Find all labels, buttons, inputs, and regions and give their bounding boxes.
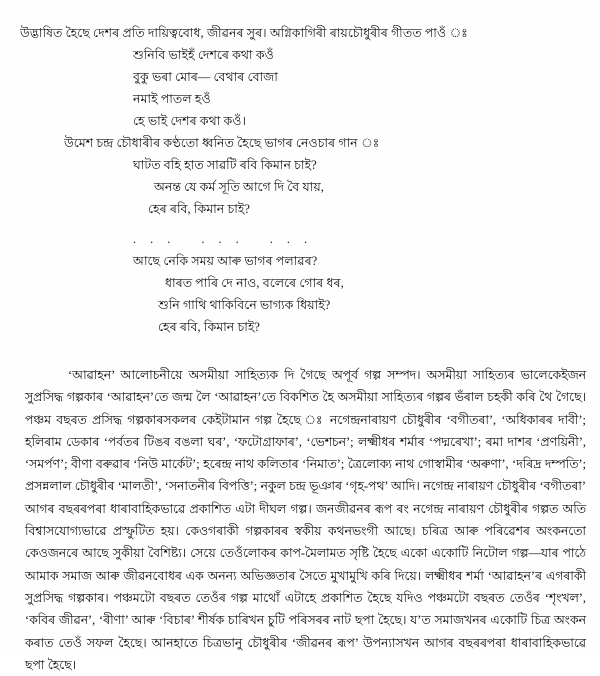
- ellipsis-line: ... ... ...: [133, 232, 322, 246]
- verse-block-three: [0, 250, 600, 338]
- verse-three-line-4: হেৰ ৰবি, কিমান চাই?: [158, 320, 261, 334]
- verse-two-line-3: হেৰ ৰবি, কিমান চাই?: [148, 202, 251, 216]
- verse-three-line-3: শুনি গাথি থাকিবিনে ভাগ্যক ধিয়াই?: [158, 298, 331, 312]
- verse-one-line-1: শুনিবি ভাইহঁ দেশৰে কথা কওঁ: [133, 48, 274, 62]
- verse-gap: [0, 220, 600, 228]
- section-gap: [0, 338, 600, 364]
- verse-one-line-2: বুকু ভৰা মোৰ— বেথাৰ বোজা: [133, 70, 278, 84]
- prose-paragraph: ‘আৱাহন’ আলোচনীয়ে অসমীয়া সাহিত্যক দি গৈছে অপূৰ্ব গল্প সম্পদ। অসমীয়া সাহিত্যৰ ভালেকেইজন সুপ্ৰসিদ্ধ গল্পকাৰ ‘আৱাহন’তে জন্ম লৈ ‘আৱাহন’তে বিকশিত হৈ অসমীয়া সাহিত্যৰ গল্পৰ ভঁৰাল চহকী কৰি থৈ গৈছে। পঞ্চম বছৰত প্ৰসিদ্ধ গল্পকাৰসকলৰ কেইটামান গল্প হৈছে ঃ নগেন্দ্ৰনাৰায়ণ চৌধুৰীৰ ‘বগীতৰা’, ‘অধিকাৰৰ দাবী’; হলিৰাম ডেকাৰ ‘পৰ্বতৰ টিঙৰ বঙলা ঘৰ’, ‘ফটোগ্ৰাফাৰ’, ‘ভেশচন’; লক্ষ্মীধৰ শৰ্মাৰ ‘পদ্মৰেখা’; ৰমা দাশৰ ‘প্ৰণয়িনী’, ‘সমৰ্পণ’; বীণা বৰুৱাৰ ‘নিউ মাৰ্কেট’; হৰেন্দ্ৰ নাথ কলিতাৰ ‘নিমাত’; ত্ৰৈলোক্য নাথ গোস্বামীৰ ‘অৰুণা’, ‘দৰিদ্ৰ দম্পতি’; প্ৰসন্নলাল চৌধুৰীৰ ‘মালতী’, ‘সনাতনীৰ বিপত্তি’; নকুল চন্দ্ৰ ভূঞাৰ ‘গৃহ-পথ’ আদি। নগেন্দ্ৰ নাৰায়ণ চৌধুৰীৰ ‘বগীতৰা’ আগৰ বছৰৰপৰা ধাৰাবাহিকভাৱে প্ৰকাশিত এটা দীঘল গল্প। জনজীৱনৰ ৰূপ ৰং নগেন্দ্ৰ নাৰায়ণ চৌধুৰীৰ গল্পত অতি বিশ্বাসযোগ্যভাৱে প্ৰস্ফুটিত হয়। কেওগৰাকী গল্পকাৰৰ স্বকীয় কথনভংগী আছে। চৰিত্ৰ আৰু পৰিৱেশৰ অংকনতো কেওজনৰে আছে সুকীয়া বৈশিষ্ট্য। সেয়ে তেওঁলোকৰ কাপ-মৈলামত সৃষ্টি হৈছে একো একোটি নিটোল গল্প—যাৰ পাঠে আমাক সমাজ আৰু জীৱনবোধৰ এক অনন্য অভিজ্ঞতাৰ সৈতে মুখামুখি কৰি দিয়ে। লক্ষ্মীধৰ শৰ্মা ‘আৱাহন’ৰ এগৰাকী সুপ্ৰসিদ্ধ গল্পকাৰ। পঞ্চমটো বছৰত তেওঁৰ গল্প মাথোঁ এটাহে প্ৰকাশিত হৈছে যদিও পঞ্চমটো বছৰত তেওঁৰ ‘শৃংখল’, ‘কবিৰ জীৱন’, ‘ৰীণা’ আৰু ‘বিচাৰ’ শীৰ্ষক চাৰিখন চুটি পৰিসৰৰ নাট ছপা হৈছে। য’ত সমাজখনৰ একোটি চিত্ৰ অংকন কৰাত তেওঁ সফল হৈছে। আনহাতে চিত্ৰভানু চৌধুৰীৰ ‘জীৱনৰ ৰূপ’ উপন্যাসখন আগৰ বছৰৰপৰা ধাৰাবাহিকভাৱে ছপা হৈছে।: [25, 368, 586, 672]
- verse-two-line-2: অনন্ত যে কৰ্ম সূতি আগে দি বৈ যায়,: [154, 180, 324, 194]
- verse-block-one: [0, 44, 600, 132]
- verse-three-line-1: আছে নেকি সময় আৰু ভাগৰ পলাৱৰ?: [133, 254, 318, 268]
- intro-line-two: উমেশ চন্দ্ৰ চৌধাৰীৰ কণ্ঠতো ধ্বনিত হৈছে ভাগৰ নেওচাৰ গান ঃ: [64, 136, 380, 150]
- verse-one-line-4: হে ভাই দেশৰ কথা কওঁ।: [133, 114, 247, 128]
- verse-two-line-1: ঘাটত বহি হাত সাৱটি ৰবি কিমান চাই?: [133, 158, 317, 172]
- verse-block-two: [0, 154, 600, 220]
- verse-one-line-3: নমাই পাতল হওঁ: [133, 92, 211, 106]
- verse-three-line-2: ধাৰত পাৰি দে নাও, বলেৰে গোৰ ধৰ,: [165, 276, 344, 290]
- intro-line-one: উদ্ভাষিত হৈছে দেশৰ প্ৰতি দায়িত্ববোধ, জীৱনৰ সুৰ। অগ্নিকাগিৰী ৰায়চৌধুৰীৰ গীতত পাওঁ ঃ: [20, 26, 468, 40]
